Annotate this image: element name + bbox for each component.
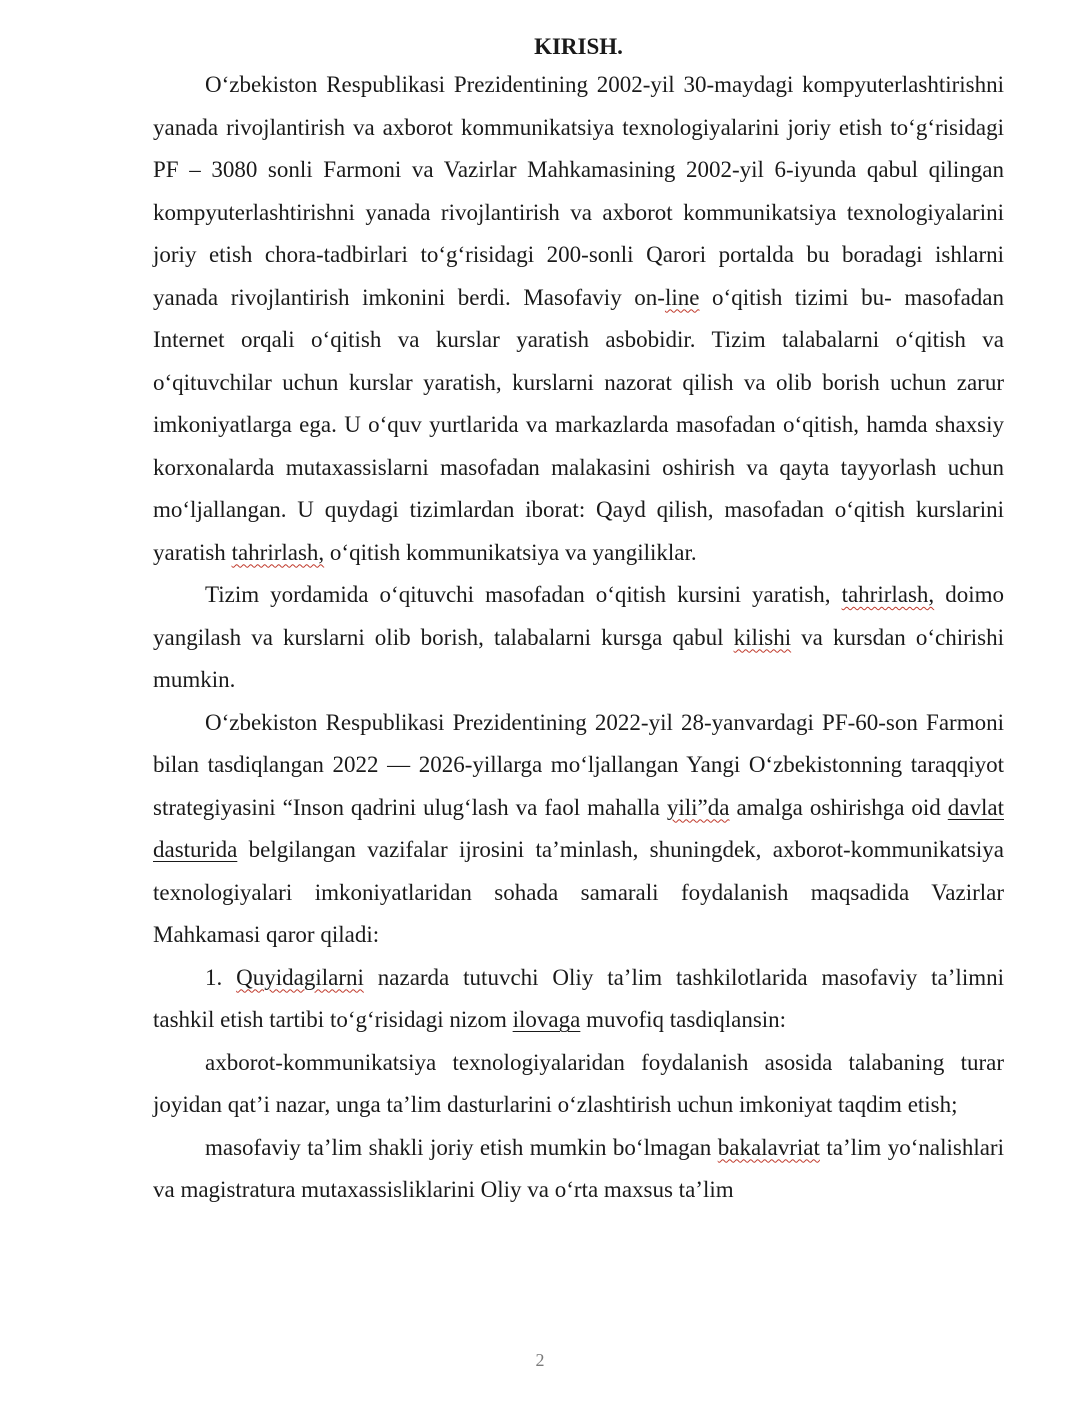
text-run: o‘qitish tizimi bu- masofadan Internet orqali o‘qitish va kurslar yaratish asbobidir. Tizim talabalarni o‘qitish va o‘qituvchilar uchun kurslar yaratish, kurslarni nazorat qilish va olib borish uchun zarur imkoniyatlarga ega. U o‘quv yurtlarida va markazlarda masofadan o‘qitish, hamda shaxsiy korxonalarda mutaxassislarni masofadan malakasini oshirish va qayta tayyorlash uchun mo‘ljallangan. U quydagi tizimlardan iborat: Qayd qilish, masofadan o‘qitish kurslarini yaratish (153, 284, 1004, 565)
text-run: belgilangan vazifalar ijrosini ta’minlash, shuningdek, axborot-kommunikatsiya texnologiyalari imkoniyatlaridan sohada samarali foydalanish maqsadida Vazirlar Mahkamasi qaror qiladi: (153, 837, 1004, 947)
spellcheck-word: line (664, 284, 700, 310)
text-run: O‘zbekiston Respublikasi Prezidentining 2002-yil 30-maydagi kompyuterlashtirishni yanada rivojlantirish va axborot kommunikatsiya texnologiyalarini joriy etish to‘g‘risidagi PF – 3080 sonli Farmoni va Vazirlar Mahkamasining 2002-yil 6-iyunda qabul qilingan kompyuterlashtirishni yanada rivojlantirish va axborot kommunikatsiya texnologiyalarini joriy etish chora-tadbirlari to‘g‘risidagi 200-sonli Qarori portalda bu boradagi ishlarni yanada rivojlantirish imkonini berdi. Masofaviy on- (153, 72, 1004, 310)
spellcheck-word: kilishi (733, 624, 792, 650)
text-run: ta’lim yo‘nalishlari va magistratura mutaxassisliklarini Oliy va o‘rta maxsus ta’lim (153, 1134, 1004, 1202)
text-run: Tizim yordamida o‘qituvchi masofadan o‘qitish kursini yaratish, (205, 582, 842, 607)
page-number: 2 (535, 1350, 545, 1370)
text-run: o‘qitish kommunikatsiya va yangiliklar. (324, 539, 697, 565)
text-run: va kursdan o‘chirishi mumkin. (153, 624, 1004, 692)
text-run: muvofiq tasdiqlansin: (580, 1007, 787, 1032)
paragraph-6 (153, 1127, 1004, 1212)
spellcheck-word: Quyidagilarni (236, 964, 364, 990)
paragraph-5 (153, 1042, 1004, 1127)
paragraph-2 (153, 574, 1004, 702)
text-run: O‘zbekiston Respublikasi Prezidentining 2022-yil 28-yanvardagi PF-60-son Farmoni bilan tasdiqlangan 2022 — 2026-yillarga mo‘ljallangan Yangi O‘zbekistonning taraqqiyot strategiyasini “Inson qadrini ulug‘lash va faol mahalla (153, 709, 1004, 820)
text-run: amalga oshirishga oid (729, 794, 948, 820)
spellcheck-word: tahrirlash, (841, 582, 935, 607)
document-body (153, 30, 1004, 1212)
hyperlink-davlat-dasturida[interactable]: davlat dasturida (153, 794, 1004, 862)
text-run: doimo yangilash va kurslarni olib borish, talabalarni kursga qabul (153, 582, 1004, 650)
paragraph-3 (153, 702, 1004, 957)
text-run: 1. (205, 964, 237, 990)
text-run: masofaviy ta’lim shakli joriy etish mumkin bo‘lmagan (205, 1134, 718, 1160)
spellcheck-word: bakalavriat (717, 1134, 820, 1160)
text-run: axborot-kommunikatsiya texnologiyalaridan foydalanish asosida talabaning turar joyidan qat’i nazar, unga ta’lim dasturlarini o‘zlashtirish uchun imkoniyat taqdim etish; (153, 1049, 1004, 1117)
paragraph-4 (153, 957, 1004, 1042)
paragraph-1 (153, 64, 1004, 574)
spellcheck-word: yili”da (666, 794, 730, 820)
hyperlink-ilovaga[interactable]: ilovaga (512, 1007, 581, 1032)
spellcheck-word: tahrirlash, (231, 539, 325, 565)
text-run: nazarda tutuvchi Oliy ta’lim tashkilotlarida masofaviy ta’limni tashkil etish tartibi to‘g‘risidagi nizom (153, 964, 1004, 1032)
document-title: KIRISH. (534, 34, 623, 59)
